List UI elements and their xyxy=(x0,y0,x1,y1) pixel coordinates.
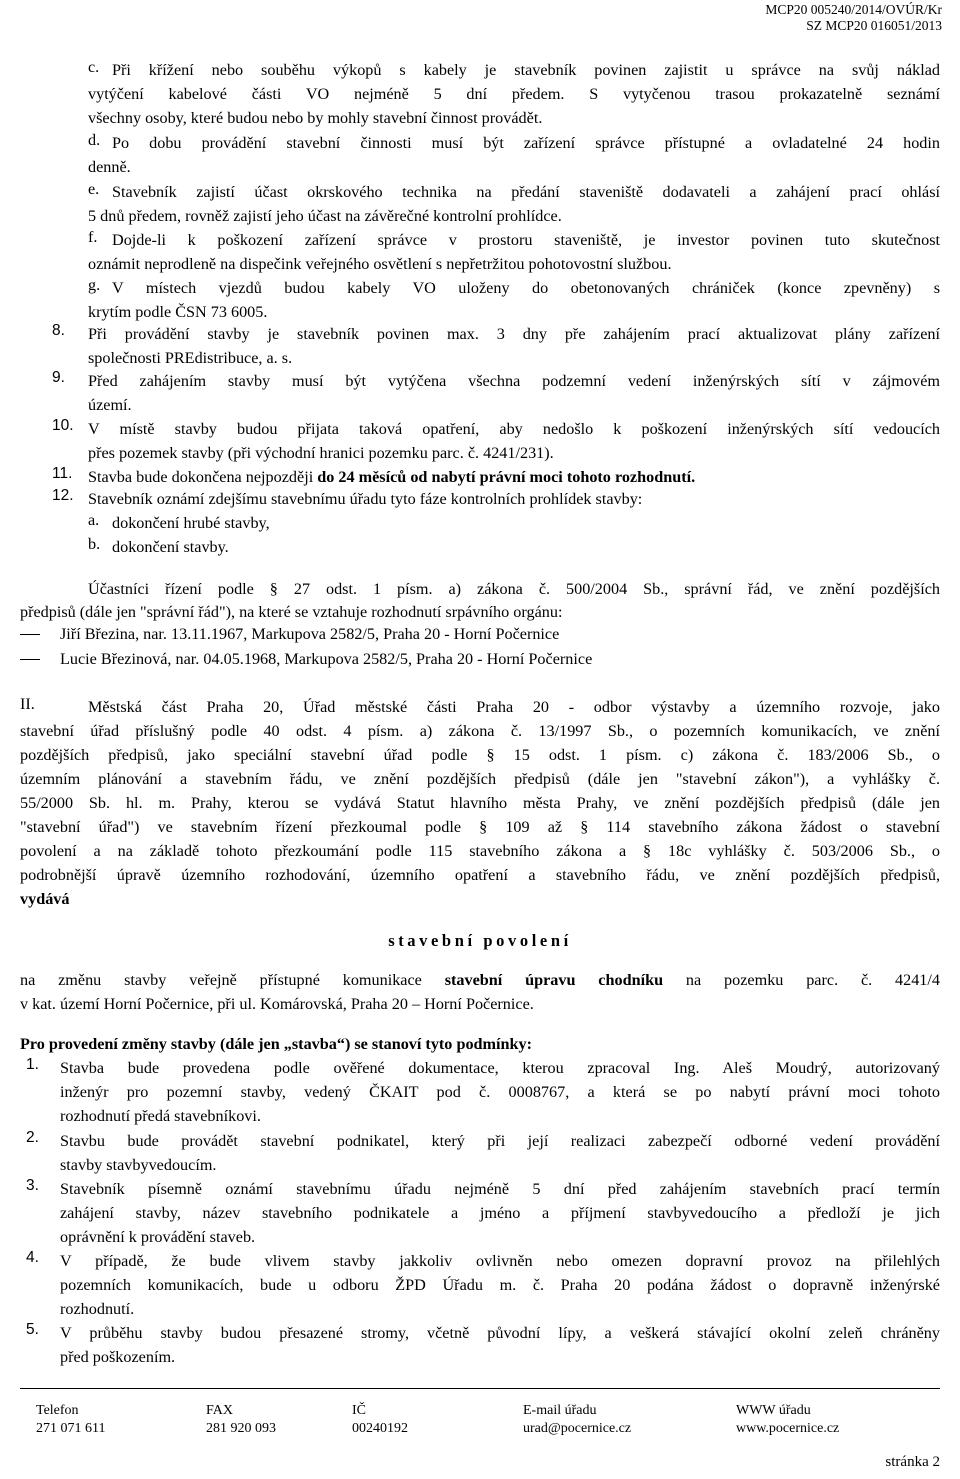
footer-phone: Telefon 271 071 611 xyxy=(36,1403,106,1436)
list-dash xyxy=(20,659,40,660)
footer-fax: FAX 281 920 093 xyxy=(206,1403,276,1436)
reference-number: MCP20 005240/2014/OVÚR/Kr SZ MCP20 016051/2013 xyxy=(765,2,942,33)
deadline-text: do 24 měsíců od nabytí právní moci tohoto rozhodnutí. xyxy=(317,468,696,486)
footer-ic: IČ 00240192 xyxy=(352,1403,408,1436)
conditions-title: Pro provedení změny stavby (dále jen „stavba“) se stanoví tyto podmínky: xyxy=(20,1035,533,1053)
email-link[interactable]: urad@pocernice.cz xyxy=(523,1421,632,1436)
list-dash xyxy=(20,634,40,635)
participant: Jiří Březina, nar. 13.11.1967, Markupova 2582/5, Praha 20 - Horní Počernice xyxy=(60,625,560,643)
footer-www: WWW úřadu www.pocernice.cz xyxy=(736,1403,840,1436)
footer-email: E-mail úřadu urad@pocernice.cz xyxy=(523,1403,632,1436)
footer-divider xyxy=(20,1388,940,1389)
page-number: stránka 2 xyxy=(885,1454,940,1470)
participant: Lucie Březinová, nar. 04.05.1968, Markupova 2582/5, Praha 20 - Horní Počernice xyxy=(60,650,593,668)
website-link[interactable]: www.pocernice.cz xyxy=(736,1421,840,1436)
vydava-word: vydává xyxy=(20,890,70,908)
permit-title: stavební povolení xyxy=(388,931,572,950)
